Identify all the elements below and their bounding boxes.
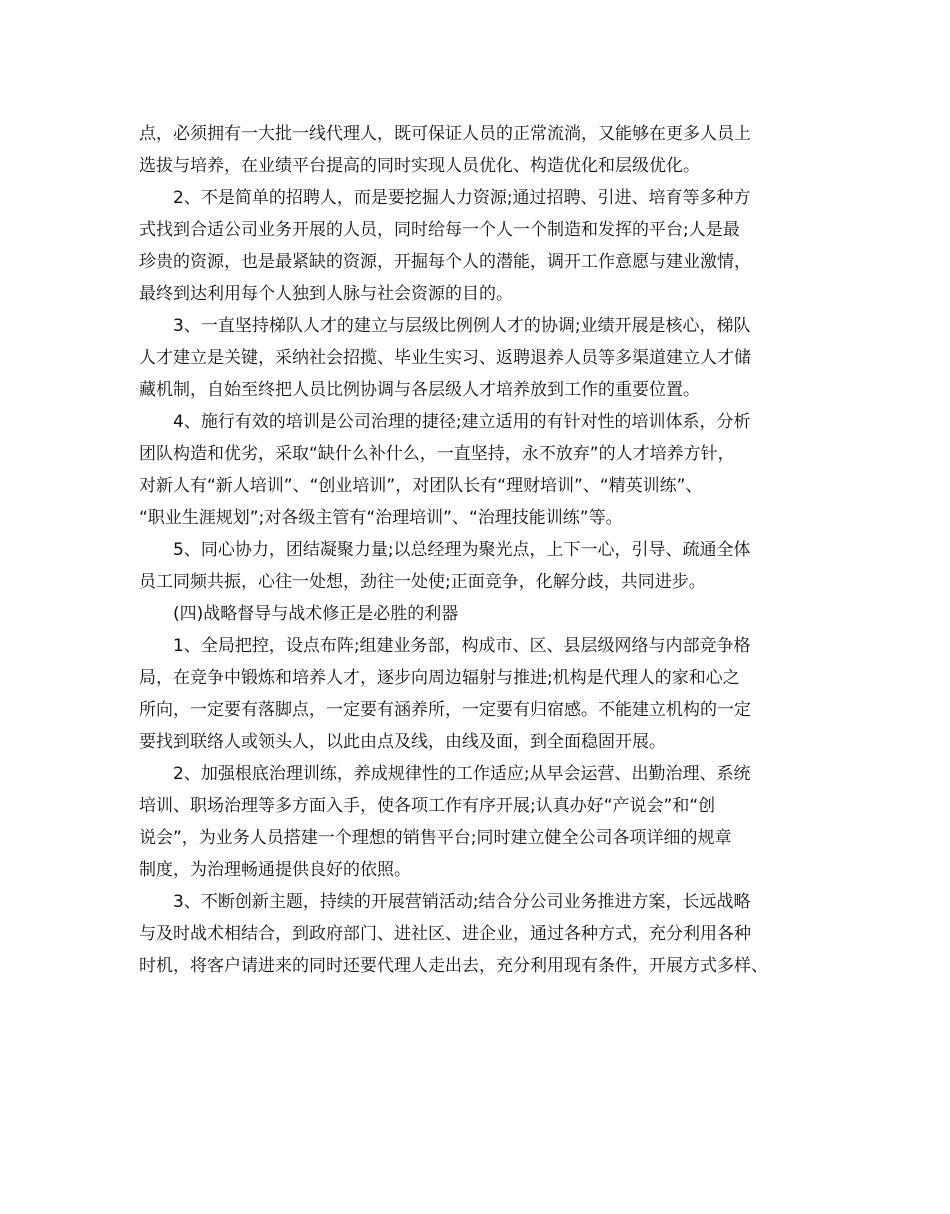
text-line: 对新人有“新人培训”、“创业培训”，对团队长有“理财培训”、“精英训练”、 — [139, 476, 703, 496]
text-line: 3、一直坚持梯队人才的建立与层级比例例人才的协调;业绩开展是核心，梯队 — [173, 316, 751, 336]
text-line: 1、全局把控，设点布阵;组建业务部，构成市、区、县层级网络与内部竞争格 — [173, 636, 751, 656]
text-line: 4、施行有效的培训是公司治理的捷径;建立适用的有针对性的培训体系，分析 — [173, 412, 751, 432]
text-line: 局，在竞争中锻炼和培养人才，逐步向周边辐射与推进;机构是代理人的家和心之 — [139, 668, 740, 688]
text-line: 员工同频共振，心往一处想，劲往一处使;正面竞争，化解分歧，共同进步。 — [139, 572, 706, 592]
text-line: 要找到联络人或领头人，以此由点及线，由线及面，到全面稳固开展。 — [139, 732, 666, 752]
text-line: 点，必须拥有一大批一线代理人，既可保证人员的正常流淌，又能够在更多人员上 — [139, 124, 751, 144]
text-line: 所向，一定要有落脚点，一定要有涵养所，一定要有归宿感。不能建立机构的一定 — [139, 700, 751, 720]
text-line: 3、不断创新主题，持续的开展营销活动;结合分公司业务推进方案，长远战略 — [173, 892, 751, 912]
text-line: 选拔与培养，在业绩平台提高的同时实现人员优化、构造优化和层级优化。 — [139, 156, 700, 176]
text-line: 团队构造和优劣，采取“缺什么补什么，一直坚持，永不放弃”的人才培养方针， — [139, 444, 735, 464]
text-line: 时机，将客户请进来的同时还要代理人走出去，充分利用现有条件，开展方式多样、 — [139, 956, 768, 976]
text-line: 2、加强根底治理训练，养成规律性的工作适应;从早会运营、出勤治理、系统 — [173, 764, 751, 784]
text-line: 制度，为治理畅通提供良好的依照。 — [139, 860, 411, 880]
text-line: 与及时战术相结合，到政府部门、进社区、进企业，通过各种方式，充分利用各种 — [139, 924, 751, 944]
text-line: 2、不是简单的招聘人，而是要挖掘人力资源;通过招聘、引进、培育等多种方 — [173, 188, 751, 208]
text-line: 说会”，为业务人员搭建一个理想的销售平台;同时建立健全公司各项详细的规章 — [139, 828, 732, 848]
document-body — [139, 118, 829, 982]
text-line: 培训、职场治理等多方面入手，使各项工作有序开展;认真办好“产说会”和“创 — [139, 796, 716, 816]
text-line: 式找到合适公司业务开展的人员，同时给每一个人一个制造和发挥的平台;人是最 — [139, 220, 740, 240]
text-line: 5、同心协力，团结凝聚力量;以总经理为聚光点，上下一心，引导、疏通全体 — [173, 540, 751, 560]
section-heading: (四)战略督导与战术修正是必胜的利器 — [173, 604, 459, 624]
text-line: “职业生涯规划”;对各级主管有“治理培训”、“治理技能训练”等。 — [139, 508, 623, 528]
text-line: 人才建立是关键，采纳社会招揽、毕业生实习、返聘退养人员等多渠道建立人才储 — [139, 348, 751, 368]
text-line: 最终到达利用每个人独到人脉与社会资源的目的。 — [139, 284, 513, 304]
text-line: 藏机制，自始至终把人员比例协调与各层级人才培养放到工作的重要位置。 — [139, 380, 700, 400]
text-line: 珍贵的资源，也是最紧缺的资源，开掘每个人的潜能，调开工作意愿与建业激情， — [139, 252, 751, 272]
